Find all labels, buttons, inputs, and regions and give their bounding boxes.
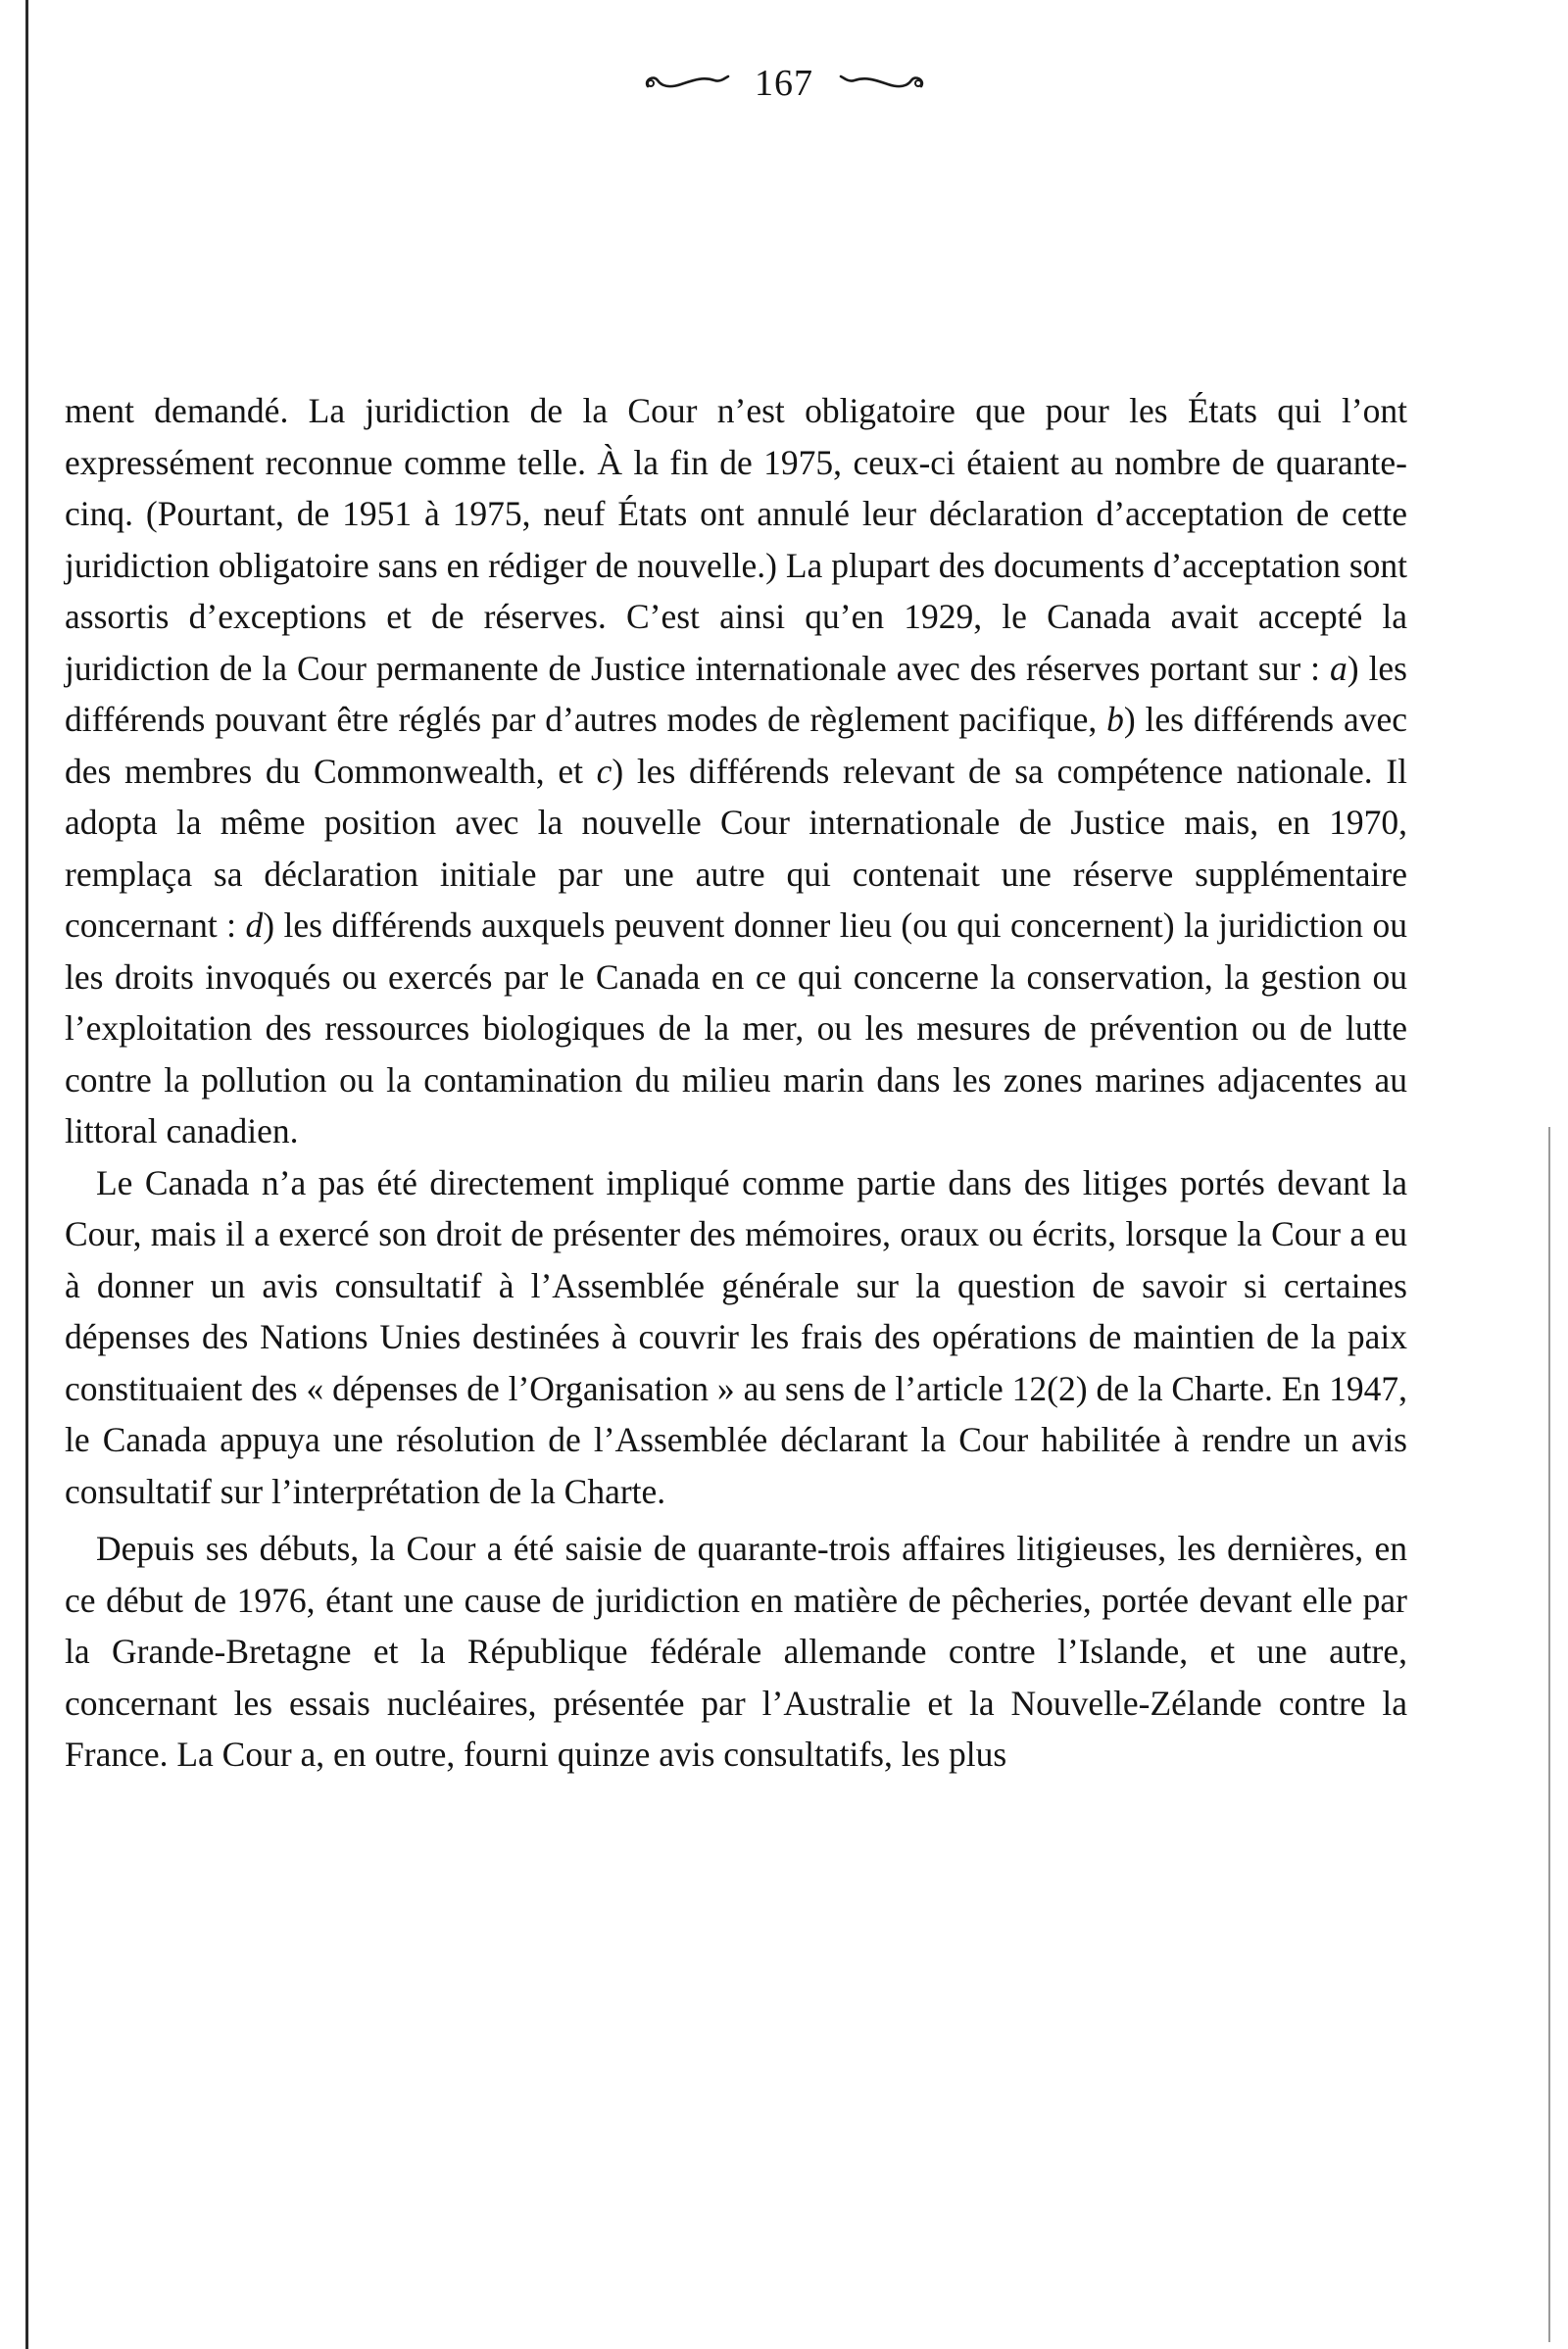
body-text xyxy=(65,385,1407,1781)
italic-letter: a xyxy=(1330,648,1348,688)
text-run: ) les différends avec des membres du Commonwealth, et xyxy=(65,700,1407,791)
paragraph-2 xyxy=(65,1157,1407,1518)
text-run: ) les différends relevant de sa compétence nationale. Il adopta la même position avec la nouvelle Cour internationale de Justice mais, en 1970, remplaça sa déclaration initiale par une autre qui contenait une réserve supplémentaire concernant : xyxy=(65,751,1407,945)
right-page-edge xyxy=(1548,1127,1550,2342)
page-header xyxy=(0,51,1568,113)
text-run: ) les différends auxquels peuvent donner lieu (ou qui concernent) la juridiction ou les droits invoqués ou exercés par le Canada en ce qui concerne la conservation, la gestion ou l’exploitation des ressources biologiques de la mer, ou les mesures de prévention ou de lutte contre la pollution ou la contamination du milieu marin dans les zones marines adjacentes au littoral canadien. xyxy=(65,905,1407,1150)
paragraph-1 xyxy=(65,385,1407,1157)
italic-letter: b xyxy=(1106,700,1124,739)
italic-letter: c xyxy=(596,751,612,791)
text-run: Le Canada n’a pas été directement impliqué comme partie dans des litiges portés devant la Cour, mais il a exercé son droit de présenter des mémoires, oraux ou écrits, lorsque la Cour a eu à donner un avis consultatif à l’Assemblée générale sur la question de savoir si certaines dépenses des Nations Unies destinées à couvrir les frais des opérations de maintien de la paix constituaient des « dépenses de l’Organisation » au sens de l’article 12(2) de la Charte. En 1947, le Canada appuya une résolution de l’Assemblée déclarant la Cour habilitée à rendre un avis consultatif sur l’interprétation de la Charte. xyxy=(65,1162,1407,1511)
text-run: ) les différends pouvant être réglés par d’autres modes de règlement pacifique, xyxy=(65,648,1407,739)
left-binding-rule xyxy=(25,0,28,2349)
left-ornament-icon xyxy=(642,71,732,96)
right-ornament-icon xyxy=(837,71,927,96)
paragraph-3 xyxy=(65,1523,1407,1781)
italic-letter: d xyxy=(245,905,264,945)
page-number: 167 xyxy=(755,63,813,105)
text-run: ment demandé. La juridiction de la Cour n’est obligatoire que pour les États qui l’ont expressément reconnue comme telle. À la fin de 1975, ceux-ci étaient au nombre de quarante-cinq. (Pourtant, de 1951 à 1975, neuf États ont annulé leur déclaration d’acceptation de cette juridiction obligatoire sans en rédiger de nouvelle.) La plupart des documents d’acceptation sont assortis d’exceptions et de réserves. C’est ainsi qu’en 1929, le Canada avait accepté la juridiction de la Cour permanente de Justice internationale avec des réserves portant sur : xyxy=(65,391,1407,688)
text-run: Depuis ses débuts, la Cour a été saisie de quarante-trois affaires litigieuses, les dernières, en ce début de 1976, étant une cause de juridiction en matière de pêcheries, portée devant elle par la Grande-Bretagne et la République fédérale allemande contre l’Islande, et une autre, concernant les essais nucléaires, présentée par l’Australie et la Nouvelle-Zélande contre la France. La Cour a, en outre, fourni quinze avis consultatifs, les plus xyxy=(65,1529,1407,1774)
